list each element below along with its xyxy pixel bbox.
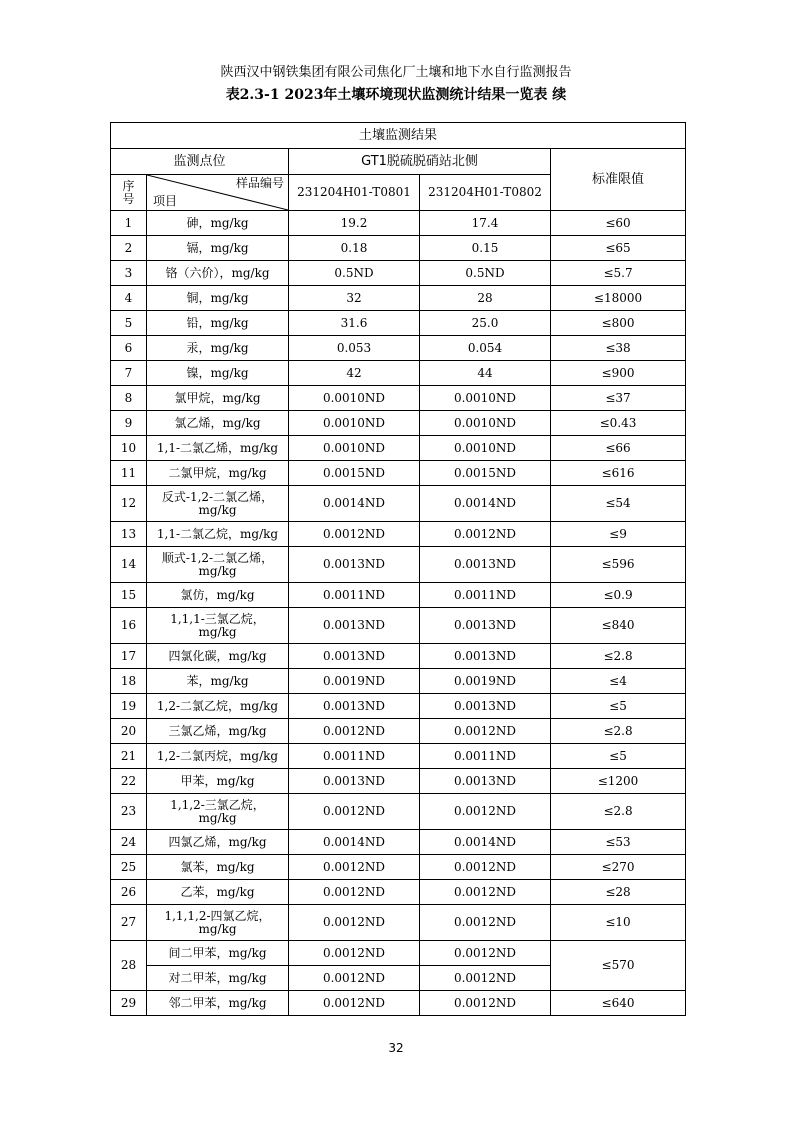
item-name: 铜，mg/kg (147, 286, 289, 311)
value-sample-1: 0.0010ND (289, 411, 420, 436)
table-row (111, 880, 686, 905)
standard-limit: ≤840 (551, 608, 686, 644)
row-number: 6 (111, 336, 147, 361)
row-number: 8 (111, 386, 147, 411)
row-number: 23 (111, 794, 147, 830)
table-row (111, 644, 686, 669)
row-number: 14 (111, 547, 147, 583)
item-name: 三氯乙烯，mg/kg (147, 719, 289, 744)
standard-limit: ≤38 (551, 336, 686, 361)
value-sample-2: 0.0010ND (420, 436, 551, 461)
table-row (111, 236, 686, 261)
row-number: 7 (111, 361, 147, 386)
value-sample-1: 0.0012ND (289, 794, 420, 830)
sample-id-2: 231204H01-T0802 (420, 175, 551, 211)
table-row (111, 211, 686, 236)
row-number: 19 (111, 694, 147, 719)
item-name-line2: mg/kg (198, 810, 237, 825)
value-sample-2: 0.0012ND (420, 794, 551, 830)
item-name: 四氯化碳，mg/kg (147, 644, 289, 669)
value-sample-1: 0.0012ND (289, 966, 420, 991)
standard-limit: ≤10 (551, 905, 686, 941)
table-row (111, 719, 686, 744)
value-sample-2: 0.0010ND (420, 411, 551, 436)
row-number: 5 (111, 311, 147, 336)
table-row (111, 336, 686, 361)
value-sample-1: 0.0012ND (289, 522, 420, 547)
table-row (111, 486, 686, 522)
standard-limit: ≤2.8 (551, 644, 686, 669)
item-name: 乙苯，mg/kg (147, 880, 289, 905)
value-sample-1: 0.5ND (289, 261, 420, 286)
item-name: 氯乙烯，mg/kg (147, 411, 289, 436)
value-sample-2: 44 (420, 361, 551, 386)
value-sample-1: 0.0013ND (289, 547, 420, 583)
value-sample-1: 19.2 (289, 211, 420, 236)
table-row (111, 694, 686, 719)
item-name: 1,2-二氯乙烷，mg/kg (147, 694, 289, 719)
item-name: 汞，mg/kg (147, 336, 289, 361)
item-name-line2: mg/kg (198, 563, 237, 578)
item-name: 四氯乙烯，mg/kg (147, 830, 289, 855)
value-sample-1: 0.0012ND (289, 880, 420, 905)
item-name-line2: mg/kg (198, 502, 237, 517)
row-number: 20 (111, 719, 147, 744)
section-title-row (111, 123, 686, 149)
table-row (111, 361, 686, 386)
value-sample-1: 0.0011ND (289, 744, 420, 769)
diagonal-header-cell (147, 175, 289, 211)
value-sample-1: 31.6 (289, 311, 420, 336)
value-sample-1: 0.0013ND (289, 644, 420, 669)
standard-limit: ≤54 (551, 486, 686, 522)
standard-limit: ≤1200 (551, 769, 686, 794)
item-name: 间二甲苯，mg/kg (147, 941, 289, 966)
row-number: 24 (111, 830, 147, 855)
row-number: 16 (111, 608, 147, 644)
item-name: 砷，mg/kg (147, 211, 289, 236)
item-name (147, 608, 289, 644)
value-sample-1: 0.0012ND (289, 855, 420, 880)
standard-limit: ≤5.7 (551, 261, 686, 286)
value-sample-2: 0.5ND (420, 261, 551, 286)
row-number: 26 (111, 880, 147, 905)
value-sample-2: 0.0014ND (420, 830, 551, 855)
value-sample-2: 0.0012ND (420, 905, 551, 941)
value-sample-1: 0.0019ND (289, 669, 420, 694)
value-sample-1: 0.0014ND (289, 486, 420, 522)
table-row (111, 411, 686, 436)
value-sample-1: 32 (289, 286, 420, 311)
standard-limit: ≤28 (551, 880, 686, 905)
value-sample-1: 0.0010ND (289, 386, 420, 411)
item-name (147, 905, 289, 941)
value-sample-2: 0.0013ND (420, 644, 551, 669)
row-number: 13 (111, 522, 147, 547)
value-sample-2: 0.054 (420, 336, 551, 361)
item-name-line1: 1,1,1-三氯乙烷， (170, 611, 265, 626)
item-name: 镉，mg/kg (147, 236, 289, 261)
row-number: 25 (111, 855, 147, 880)
item-name: 对二甲苯，mg/kg (147, 966, 289, 991)
standard-limit: ≤4 (551, 669, 686, 694)
row-number: 29 (111, 991, 147, 1016)
site-row (111, 149, 686, 175)
table-row (111, 311, 686, 336)
value-sample-1: 0.0013ND (289, 769, 420, 794)
table-row (111, 794, 686, 830)
table-row (111, 905, 686, 941)
standard-limit: ≤2.8 (551, 794, 686, 830)
table-row (111, 436, 686, 461)
value-sample-2: 17.4 (420, 211, 551, 236)
item-name-line1: 反式-1,2-二氯乙烯， (161, 489, 274, 504)
item-name (147, 547, 289, 583)
sample-id-1: 231204H01-T0801 (289, 175, 420, 211)
row-number: 28 (111, 941, 147, 991)
value-sample-2: 0.0013ND (420, 547, 551, 583)
report-header: 陕西汉中钢铁集团有限公司焦化厂土壤和地下水自行监测报告 (220, 65, 572, 80)
soil-monitoring-table (110, 122, 686, 1016)
item-name-line1: 1,1,2-三氯乙烷， (170, 797, 265, 812)
item-name-line1: 1,1,1,2-四氯乙烷， (164, 908, 271, 923)
table-row (111, 461, 686, 486)
row-number: 17 (111, 644, 147, 669)
item-name: 苯，mg/kg (147, 669, 289, 694)
standard-limit: ≤0.9 (551, 583, 686, 608)
item-name: 氯仿，mg/kg (147, 583, 289, 608)
value-sample-2: 0.0013ND (420, 694, 551, 719)
value-sample-2: 0.0012ND (420, 966, 551, 991)
value-sample-2: 0.0014ND (420, 486, 551, 522)
table-row (111, 744, 686, 769)
row-number: 21 (111, 744, 147, 769)
section-title: 土壤监测结果 (111, 123, 686, 149)
item-name (147, 794, 289, 830)
value-sample-2: 0.0012ND (420, 880, 551, 905)
value-sample-2: 0.0011ND (420, 744, 551, 769)
value-sample-2: 0.15 (420, 236, 551, 261)
standard-limit: ≤60 (551, 211, 686, 236)
standard-limit: ≤5 (551, 694, 686, 719)
value-sample-2: 28 (420, 286, 551, 311)
standard-limit: ≤616 (551, 461, 686, 486)
table-row (111, 991, 686, 1016)
value-sample-2: 0.0015ND (420, 461, 551, 486)
table-row (111, 769, 686, 794)
value-sample-1: 0.0011ND (289, 583, 420, 608)
item-name: 邻二甲苯，mg/kg (147, 991, 289, 1016)
value-sample-2: 0.0013ND (420, 769, 551, 794)
value-sample-1: 0.0012ND (289, 941, 420, 966)
item-name-line2: mg/kg (198, 624, 237, 639)
standard-limit: ≤596 (551, 547, 686, 583)
sample-id-label: 样品编号 (235, 176, 284, 190)
standard-limit: ≤65 (551, 236, 686, 261)
value-sample-1: 0.0013ND (289, 608, 420, 644)
standard-limit: ≤9 (551, 522, 686, 547)
standard-limit: ≤0.43 (551, 411, 686, 436)
monitoring-point-label: 监测点位 (111, 149, 289, 175)
seq-header-label: 序 号 (122, 178, 135, 206)
value-sample-1: 0.0012ND (289, 719, 420, 744)
item-name: 二氯甲烷，mg/kg (147, 461, 289, 486)
item-name-line2: mg/kg (198, 921, 237, 936)
row-number: 3 (111, 261, 147, 286)
value-sample-1: 0.0014ND (289, 830, 420, 855)
table-title: 表2.3-1 2023年土壤环境现状监测统计结果一览表 续 (225, 87, 567, 103)
row-number: 18 (111, 669, 147, 694)
item-name (147, 486, 289, 522)
item-name: 铬（六价），mg/kg (147, 261, 289, 286)
table-row (111, 855, 686, 880)
item-name-line1: 顺式-1,2-二氯乙烯， (161, 550, 274, 565)
standard-limit: ≤640 (551, 991, 686, 1016)
value-sample-2: 0.0012ND (420, 941, 551, 966)
site-name: GT1脱硫脱硝站北侧 (289, 149, 551, 175)
table-row (111, 522, 686, 547)
row-number: 9 (111, 411, 147, 436)
page-number: 32 (388, 1041, 404, 1055)
table-row (111, 583, 686, 608)
row-number: 15 (111, 583, 147, 608)
row-number: 1 (111, 211, 147, 236)
row-number: 4 (111, 286, 147, 311)
value-sample-1: 0.18 (289, 236, 420, 261)
value-sample-2: 0.0012ND (420, 522, 551, 547)
item-name: 铅，mg/kg (147, 311, 289, 336)
table-row (111, 830, 686, 855)
value-sample-1: 0.053 (289, 336, 420, 361)
table-row (111, 547, 686, 583)
item-label: 项目 (153, 194, 178, 208)
value-sample-1: 0.0013ND (289, 694, 420, 719)
table-row (111, 261, 686, 286)
standard-limit: ≤270 (551, 855, 686, 880)
row-number: 22 (111, 769, 147, 794)
item-name: 1,2-二氯丙烷，mg/kg (147, 744, 289, 769)
table-row (111, 941, 686, 966)
standard-limit: ≤2.8 (551, 719, 686, 744)
standard-limit: ≤66 (551, 436, 686, 461)
value-sample-2: 0.0012ND (420, 719, 551, 744)
row-number: 27 (111, 905, 147, 941)
row-number: 10 (111, 436, 147, 461)
item-name: 镍，mg/kg (147, 361, 289, 386)
value-sample-2: 0.0019ND (420, 669, 551, 694)
row-number: 12 (111, 486, 147, 522)
standard-limit: ≤37 (551, 386, 686, 411)
value-sample-1: 0.0010ND (289, 436, 420, 461)
value-sample-2: 0.0011ND (420, 583, 551, 608)
row-number: 2 (111, 236, 147, 261)
row-number: 11 (111, 461, 147, 486)
item-name: 氯苯，mg/kg (147, 855, 289, 880)
value-sample-2: 0.0013ND (420, 608, 551, 644)
standard-limit: ≤570 (551, 941, 686, 991)
standard-limit: ≤53 (551, 830, 686, 855)
value-sample-2: 0.0012ND (420, 991, 551, 1016)
standard-limit: ≤800 (551, 311, 686, 336)
table-row (111, 608, 686, 644)
table-row (111, 669, 686, 694)
table-row (111, 286, 686, 311)
value-sample-2: 25.0 (420, 311, 551, 336)
value-sample-2: 0.0012ND (420, 855, 551, 880)
item-name: 1,1-二氯乙烷，mg/kg (147, 522, 289, 547)
value-sample-1: 0.0012ND (289, 991, 420, 1016)
standard-limit: ≤5 (551, 744, 686, 769)
value-sample-1: 0.0012ND (289, 905, 420, 941)
standard-limit: ≤900 (551, 361, 686, 386)
item-name: 1,1-二氯乙烯，mg/kg (147, 436, 289, 461)
value-sample-2: 0.0010ND (420, 386, 551, 411)
standard-limit: ≤18000 (551, 286, 686, 311)
seq-header (111, 175, 147, 211)
table-row (111, 386, 686, 411)
value-sample-1: 42 (289, 361, 420, 386)
item-name: 氯甲烷，mg/kg (147, 386, 289, 411)
item-name: 甲苯，mg/kg (147, 769, 289, 794)
value-sample-1: 0.0015ND (289, 461, 420, 486)
standard-limit-header: 标准限值 (551, 149, 686, 211)
